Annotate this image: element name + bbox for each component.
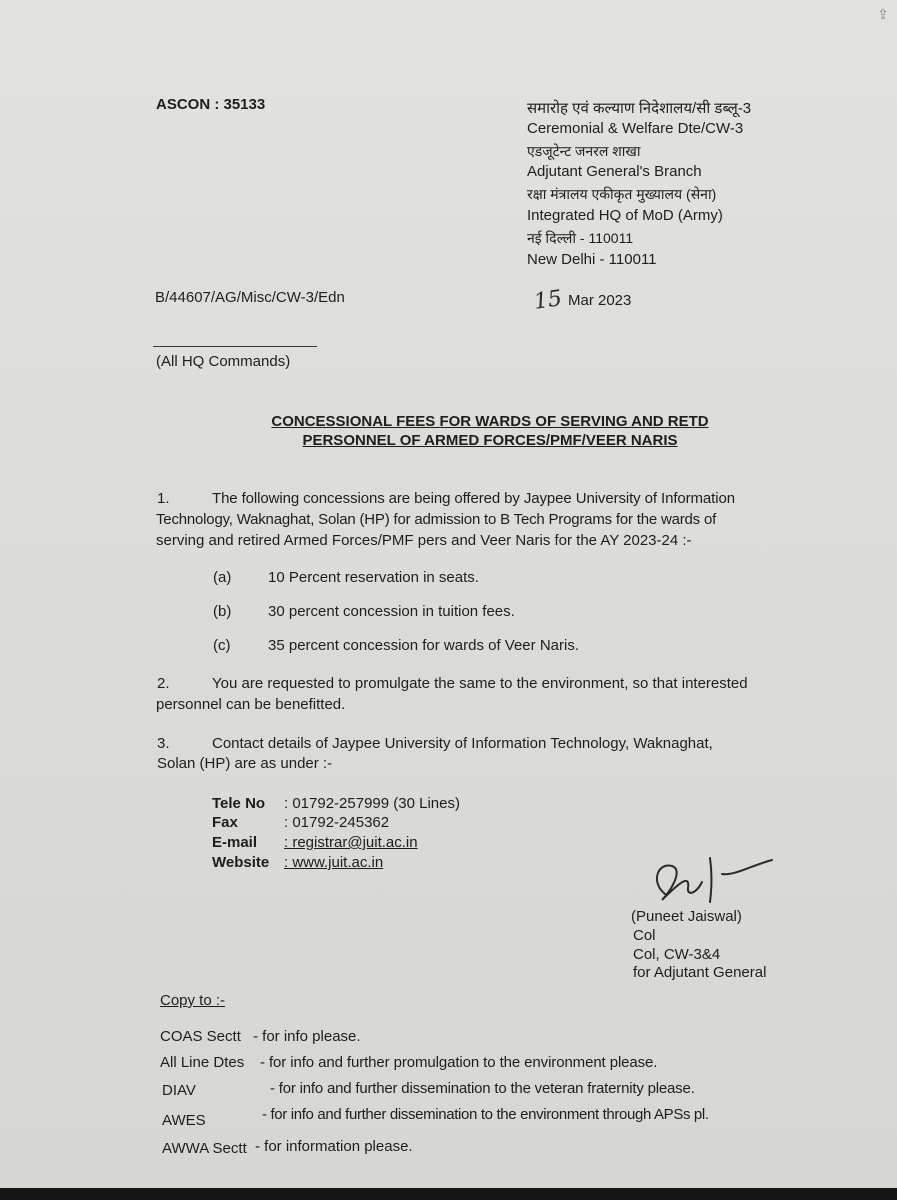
para1-number: 1. (157, 490, 170, 507)
signatory-rank: Col (633, 927, 656, 944)
concession-label-c: (c) (213, 637, 231, 654)
signature-scribble (640, 852, 780, 912)
copy-note-awes: - for info and further dissemination to the environment through APSs pl. (262, 1106, 709, 1123)
photo-border (0, 1188, 897, 1200)
para3-line-1: Contact details of Jaypee University of Information Technology, Waknaghat, (212, 735, 713, 752)
para3-line-2: Solan (HP) are as under :- (157, 755, 333, 772)
copy-note-line-dtes: - for info and further promulgation to the environment please. (260, 1054, 658, 1071)
copy-note-diav: - for info and further dissemination to the veteran fraternity please. (270, 1080, 695, 1097)
copy-addressee-awwa: AWWA Sectt (162, 1140, 247, 1157)
contact-value-fax: : 01792-245362 (284, 814, 390, 831)
copy-to-heading: Copy to :- (160, 992, 226, 1009)
para3-number: 3. (157, 735, 170, 752)
date-day-handwritten: 15 (532, 286, 564, 315)
addressee: (All HQ Commands) (156, 353, 291, 370)
contact-value-email: : registrar@juit.ac.in (284, 834, 418, 851)
org-english-2: Adjutant General's Branch (527, 163, 702, 180)
para2-line-1: You are requested to promulgate the same to the environment, so that interested (212, 675, 748, 692)
contact-value-website: : www.juit.ac.in (284, 854, 384, 871)
signatory-name: (Puneet Jaiswal) (631, 908, 742, 925)
concession-label-b: (b) (213, 603, 232, 620)
copy-note-coas: - for info please. (253, 1028, 361, 1045)
org-hindi-4: नई दिल्ली - 110011 (527, 230, 634, 246)
para1-line-1: The following concessions are being offered by Jaypee University of Information (212, 490, 735, 507)
copy-addressee-diav: DIAV (162, 1082, 196, 1099)
reference-number: B/44607/AG/Misc/CW-3/Edn (155, 289, 345, 306)
para2-number: 2. (157, 675, 170, 692)
contact-label-email: E-mail (212, 834, 258, 851)
concession-text-a: 10 Percent reservation in seats. (268, 569, 479, 586)
contact-label-fax: Fax (212, 814, 238, 831)
concession-text-b: 30 percent concession in tuition fees. (268, 603, 515, 620)
para1-line-3: serving and retired Armed Forces/PMF pers and Veer Naris for the AY 2023-24 :- (156, 532, 692, 549)
ascon-number: ASCON : 35133 (156, 96, 266, 113)
copy-addressee-coas: COAS Sectt (160, 1028, 241, 1045)
org-english-4: New Delhi - 110011 (527, 251, 657, 268)
signatory-designation: Col, CW-3&4 (633, 946, 721, 963)
org-hindi-2: एडजूटेन्ट जनरल शाखा (527, 143, 641, 159)
contact-label-tele: Tele No (212, 795, 266, 812)
org-hindi-1: समारोह एवं कल्याण निदेशालय/सी डब्लू-3 (527, 100, 752, 117)
org-english-3: Integrated HQ of MoD (Army) (527, 207, 723, 224)
concession-text-c: 35 percent concession for wards of Veer Naris. (268, 637, 579, 654)
copy-addressee-line-dtes: All Line Dtes (160, 1054, 245, 1071)
date-month-year: Mar 2023 (568, 292, 632, 309)
signatory-for-line: for Adjutant General (633, 964, 767, 981)
copy-addressee-awes: AWES (162, 1112, 206, 1129)
share-icon[interactable]: ⇪ (877, 6, 889, 22)
addressee-rule (153, 346, 317, 347)
contact-label-website: Website (212, 854, 270, 871)
copy-note-awwa: - for information please. (255, 1138, 413, 1155)
org-english-1: Ceremonial & Welfare Dte/CW-3 (527, 120, 744, 137)
contact-value-tele: : 01792-257999 (30 Lines) (284, 795, 460, 812)
subject-line-1: CONCESSIONAL FEES FOR WARDS OF SERVING AND RETD (271, 413, 709, 430)
org-hindi-3: रक्षा मंत्रालय एकीकृत मुख्यालय (सेना) (527, 186, 717, 202)
subject-line-2: PERSONNEL OF ARMED FORCES/PMF/VEER NARIS (302, 432, 678, 449)
concession-label-a: (a) (213, 569, 232, 586)
para2-line-2: personnel can be benefitted. (156, 696, 346, 713)
para1-line-2: Technology, Waknaghat, Solan (HP) for admission to B Tech Programs for the wards of (156, 511, 717, 528)
